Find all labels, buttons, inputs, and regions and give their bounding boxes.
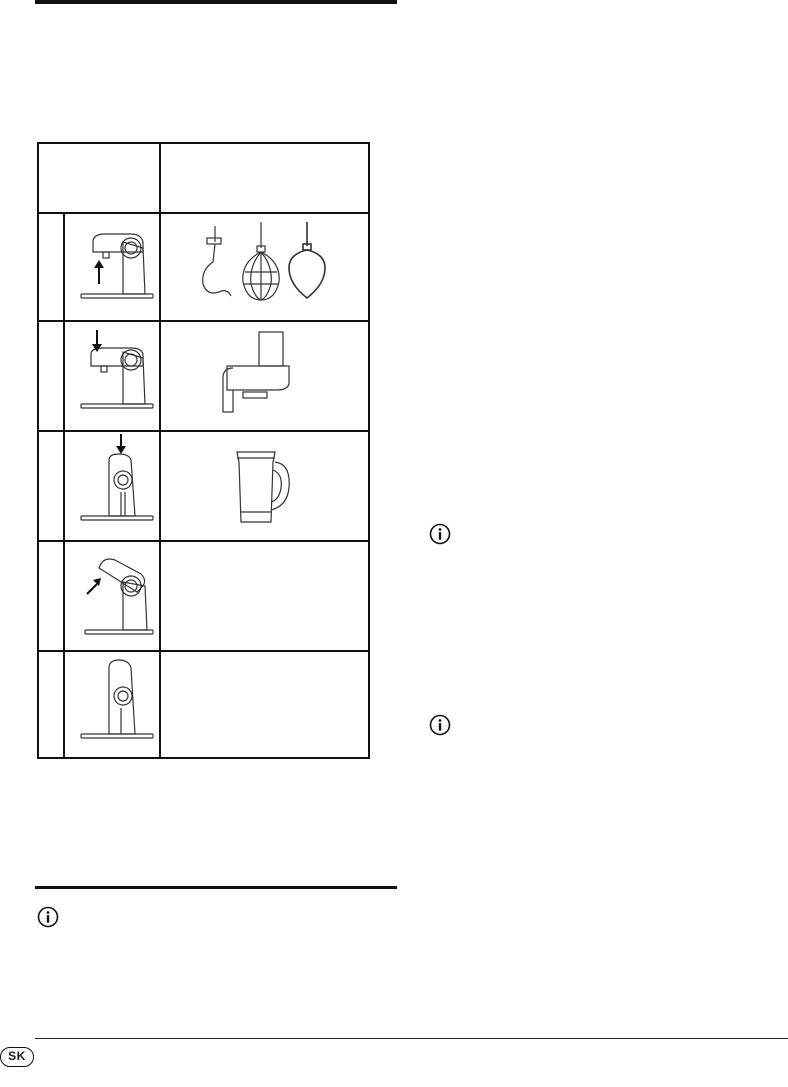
row-number-cell xyxy=(39,652,65,757)
table-row xyxy=(39,652,368,757)
tools-illustration xyxy=(161,212,368,320)
row-number-cell xyxy=(39,432,65,540)
tools-cell xyxy=(161,432,368,540)
mixer-closed-press-illustration xyxy=(65,432,159,540)
tools-cell xyxy=(161,322,368,430)
table-row xyxy=(39,542,368,652)
info-icon xyxy=(429,523,451,545)
mixer-position-image xyxy=(65,432,161,540)
food-processor-icon xyxy=(161,322,368,430)
info-icon xyxy=(37,906,59,928)
mixer-closed-illustration xyxy=(65,652,159,756)
header-rule xyxy=(35,0,397,4)
mixer-arm-tilted-illustration xyxy=(65,542,159,650)
mixer-position-image xyxy=(65,212,161,320)
mixer-position-image xyxy=(65,542,161,650)
mixer-arm-up-illustration xyxy=(65,212,159,320)
tools-cell xyxy=(161,212,368,320)
info-icon xyxy=(429,714,451,736)
whisk-icon xyxy=(243,222,279,300)
flat-beater-icon xyxy=(289,222,325,298)
row-number-cell xyxy=(39,212,65,320)
language-badge: SK xyxy=(0,1047,34,1067)
positions-table xyxy=(37,142,370,759)
mixer-position-image xyxy=(65,652,161,757)
row-number-cell xyxy=(39,322,65,430)
section-rule xyxy=(35,886,397,889)
header-divider xyxy=(159,144,161,212)
tools-cell-empty xyxy=(161,542,368,650)
mixer-arm-down-illustration xyxy=(65,322,159,430)
blender-jug-icon xyxy=(161,432,368,540)
table-row xyxy=(39,322,368,432)
tools-cell-empty xyxy=(161,652,368,757)
table-row xyxy=(39,212,368,322)
table-header xyxy=(39,144,368,214)
table-row xyxy=(39,432,368,542)
dough-hook-icon xyxy=(203,226,231,296)
mixer-position-image xyxy=(65,322,161,430)
row-number-cell xyxy=(39,542,65,650)
footer-rule xyxy=(35,1038,788,1039)
